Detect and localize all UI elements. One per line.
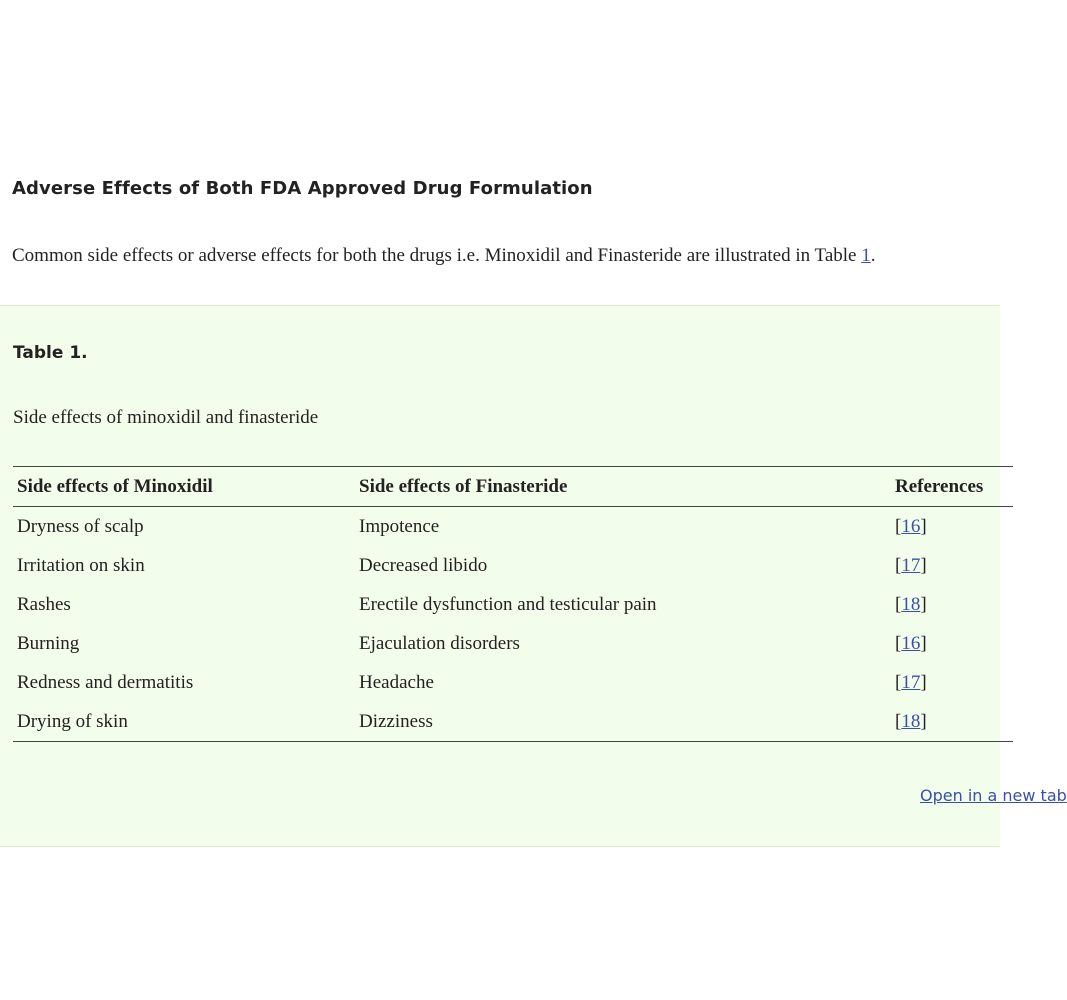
table-link[interactable]: 1 <box>861 245 871 266</box>
minoxidil-effect: Dryness of scalp <box>17 515 144 537</box>
minoxidil-effect: Irritation on skin <box>17 554 145 576</box>
reference-cell: [16] <box>895 632 927 654</box>
finasteride-effect: Decreased libido <box>359 554 488 576</box>
table-label: Table 1. <box>13 343 88 363</box>
table-row <box>13 624 1013 663</box>
reference-link[interactable]: 16 <box>901 515 921 537</box>
minoxidil-effect: Redness and dermatitis <box>17 671 194 693</box>
minoxidil-effect: Rashes <box>17 593 71 615</box>
reference-cell: [18] <box>895 593 927 615</box>
reference-cell: [16] <box>895 515 927 537</box>
table-row <box>13 702 1013 742</box>
intro-paragraph <box>12 245 875 267</box>
table-caption: Side effects of minoxidil and finasteride <box>13 407 319 428</box>
table-row <box>13 663 1013 702</box>
open-in-new-tab-link[interactable]: Open in a new tab <box>920 786 1067 805</box>
table-row <box>13 546 1013 585</box>
reference-cell: [17] <box>895 554 927 576</box>
finasteride-effect: Erectile dysfunction and testicular pain <box>359 593 657 615</box>
header-finasteride: Side effects of Finasteride <box>359 475 568 497</box>
intro-end: . <box>870 245 876 266</box>
reference-link[interactable]: 18 <box>901 710 921 732</box>
minoxidil-effect: Drying of skin <box>17 710 128 732</box>
reference-link[interactable]: 17 <box>901 671 921 693</box>
reference-link[interactable]: 17 <box>901 554 921 576</box>
header-minoxidil: Side effects of Minoxidil <box>17 475 213 497</box>
finasteride-effect: Ejaculation disorders <box>359 632 520 654</box>
table-row <box>13 507 1013 547</box>
reference-cell: [18] <box>895 710 927 732</box>
finasteride-effect: Impotence <box>359 515 440 537</box>
side-effects-table <box>13 466 1013 742</box>
finasteride-effect: Headache <box>359 671 434 693</box>
table-row <box>13 585 1013 624</box>
reference-link[interactable]: 18 <box>901 593 921 615</box>
reference-link[interactable]: 16 <box>901 632 921 654</box>
finasteride-effect: Dizziness <box>359 710 433 732</box>
minoxidil-effect: Burning <box>17 632 80 654</box>
reference-cell: [17] <box>895 671 927 693</box>
header-references: References <box>895 475 984 497</box>
table-container <box>0 305 1067 847</box>
table-header-row <box>13 467 1013 507</box>
intro-text: Common side effects or adverse effects for both the drugs i.e. Minoxidil and Finasteride are illustrated in Table <box>12 245 862 266</box>
section-heading: Adverse Effects of Both FDA Approved Drug Formulation <box>12 178 593 199</box>
